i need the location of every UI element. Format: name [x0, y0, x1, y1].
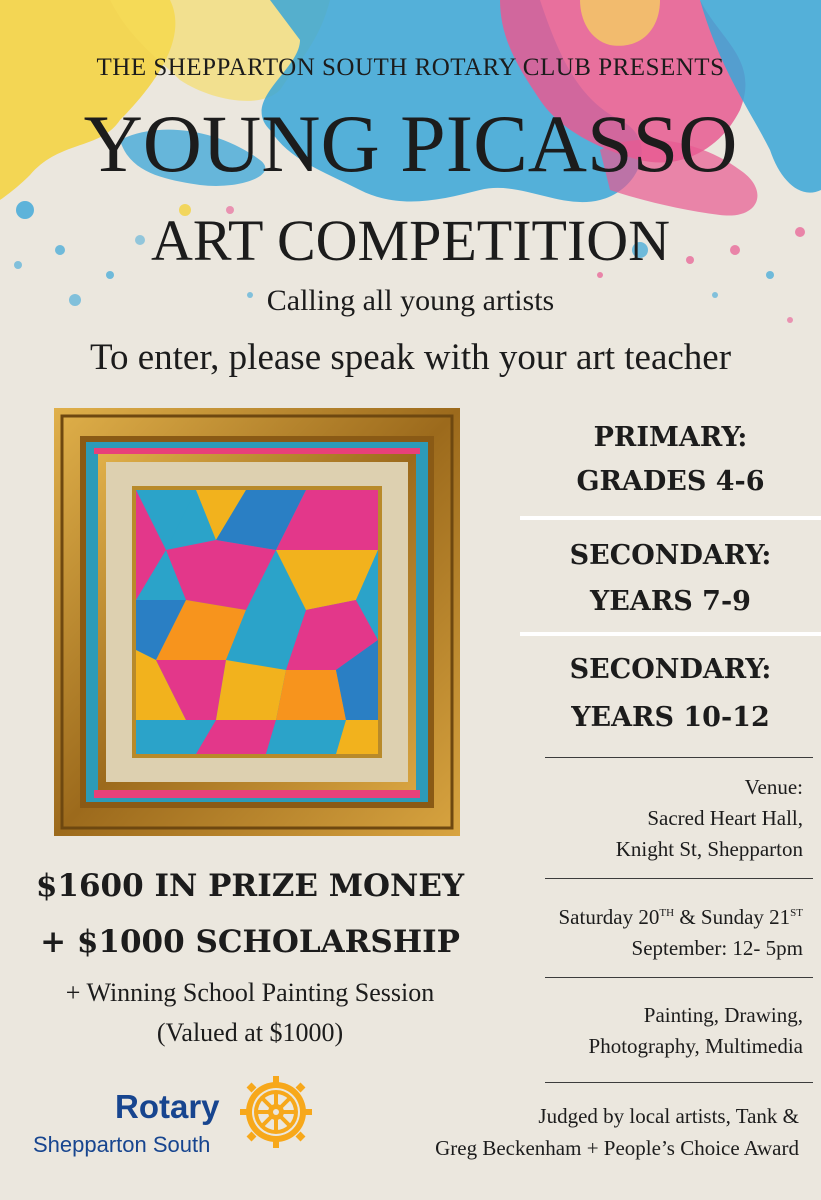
- media-line-2: Photography, Multimedia: [588, 1034, 803, 1058]
- dates-line-2: September: 12- 5pm: [631, 936, 803, 960]
- rotary-logo-word: Rotary: [115, 1088, 220, 1125]
- event-title: YOUNG PICASSO: [83, 98, 738, 189]
- venue-block: [616, 772, 803, 865]
- category-secondary-2-heading: SECONDARY:: [569, 654, 772, 685]
- entry-instructions: To enter, please speak with your art teacher: [89, 337, 732, 378]
- category-primary-heading: PRIMARY:: [593, 422, 748, 453]
- media-block: [589, 1000, 803, 1062]
- venue-label: Venue:: [744, 775, 803, 799]
- category-primary-range: GRADES 4-6: [576, 466, 765, 497]
- judges-line-1: Judged by local artists, Tank &: [538, 1104, 799, 1128]
- scholarship: + $1000 SCHOLARSHIP: [40, 924, 460, 960]
- presenter-line: THE SHEPPARTON SOUTH ROTARY CLUB PRESENTS: [96, 54, 725, 81]
- rotary-logo-location: Shepparton South: [33, 1132, 211, 1157]
- call-to-artists: Calling all young artists: [266, 284, 555, 317]
- category-secondary-1-range: YEARS 7-9: [590, 586, 751, 617]
- dates-line-1: Saturday 20TH & Sunday 21ST: [558, 905, 803, 929]
- judges-block: [435, 1100, 799, 1164]
- venue-line-1: Sacred Heart Hall,: [647, 806, 803, 830]
- dates-block: [558, 898, 803, 964]
- prize-money: $1600 IN PRIZE MONEY: [35, 868, 465, 904]
- category-divider: [520, 516, 821, 520]
- session-value: (Valued at $1000): [156, 1018, 344, 1047]
- category-secondary-1-heading: SECONDARY:: [569, 540, 772, 571]
- section-divider: [545, 878, 813, 879]
- category-divider: [520, 632, 821, 636]
- section-divider: [545, 977, 813, 978]
- framed-painting-image: [54, 408, 460, 836]
- venue-line-2: Knight St, Shepparton: [615, 837, 803, 861]
- event-subtitle: ART COMPETITION: [150, 208, 671, 273]
- category-secondary-2-range: YEARS 10-12: [571, 702, 770, 733]
- section-divider: [545, 757, 813, 758]
- media-line-1: Painting, Drawing,: [643, 1003, 803, 1027]
- painting-session: + Winning School Painting Session: [65, 978, 435, 1007]
- section-divider: [545, 1082, 813, 1083]
- judges-line-2: Greg Beckenham + People’s Choice Award: [435, 1136, 799, 1160]
- rotary-wheel-icon: [238, 1074, 314, 1150]
